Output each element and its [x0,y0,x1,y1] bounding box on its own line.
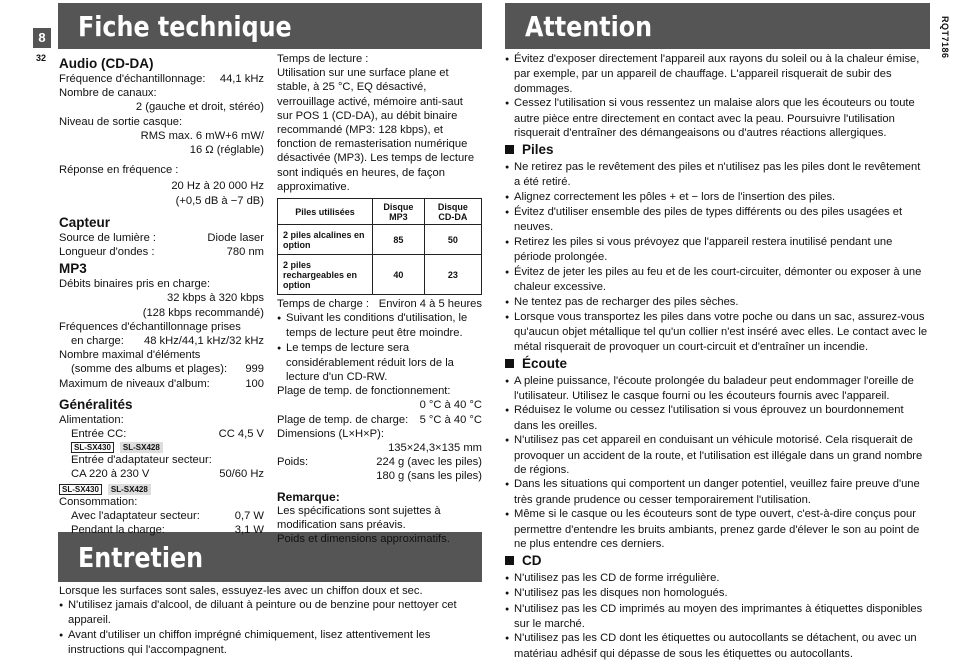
model-tag-sx428-2: SL-SX428 [108,484,151,495]
chg-temp-label: Plage de temp. de charge: [277,413,409,426]
response-label: Réponse en fréquence : [59,164,179,177]
play-time-text [277,52,482,194]
cd-bullet: ● N'utilisez pas les disques non homologués. [505,586,929,601]
cons-ac-value: 0,7 W [234,509,264,522]
bitrate-value: 32 kbps à 320 kbps [166,292,264,305]
maxel-label-2: (somme des albums et plages): [71,363,228,376]
entretien-title: Entretien [78,540,204,574]
sample-row [59,334,264,348]
weight-value-2: 180 g (sans les piles) [376,470,482,483]
ecoute-bullet: ● Dans les situations qui comportent un danger potentiel, veuillez faire preuve d'une très grande prudence ou cesser temporairement l'utilisation. [505,477,929,507]
charge-row [277,297,482,311]
play-time-line: recommandé (MP3: 128 kbps), et [277,124,444,137]
play-time-line: Temps de lecture : [277,53,369,65]
channels-label: Nombre de canaux: [59,87,157,100]
table-cell: 23 [424,255,481,295]
audio-heading: Audio (CD-DA) [59,56,154,71]
battery-table [277,198,482,295]
cd-heading [505,554,929,568]
dim-value: 135×24,3×135 mm [388,442,482,455]
maxlev-value: 100 [245,377,264,390]
capteur-heading: Capteur [59,214,111,230]
entretien-intro: Lorsque les surfaces sont sales, essuyez-les avec un chiffon doux et sec. [59,585,423,597]
remark-heading: Remarque: [277,489,340,504]
cons-chg-value: 3,1 W [234,524,264,537]
model-tag-sx430-2: SL-SX430 [59,484,102,495]
table-cell: 50 [424,225,481,255]
weight-label: Poids: [277,456,309,469]
ecoute-heading [505,357,929,371]
play-time-line: Utilisation sur une surface plane et [277,67,449,80]
op-temp-value: 0 °C à 40 °C [419,399,482,412]
model-tag-sx428: SL-SX428 [120,442,163,453]
piles-bullet: ● Ne retirez pas le revêtement des piles et n'utilisez pas les piles dont le revêtement a été retiré. [505,160,929,190]
maxel-value: 999 [245,363,264,376]
response-value-2: (+0,5 dB à −7 dB) [175,194,264,207]
cd-bullet: ● N'utilisez pas les CD dont les étiquettes ou autocollants se détachent, ou avec un matériau adhésif qui dépasse de sous les étiquettes ou autocollants. [505,631,929,661]
op-temp-label: Plage de temp. de fonctionnement: [277,385,451,398]
cd-bullet: ● N'utilisez pas les CD imprimés au moyen des imprimantes à étiquettes disponibles sur le marché. [505,602,929,632]
sample-value: 48 kHz/44,1 kHz/32 kHz [143,335,264,348]
remark-line: modification sans préavis. [277,519,406,532]
table-header-cell: Piles utilisées [278,199,373,225]
sample-label: Fréquences d'échantillonnage prises [59,320,241,333]
piles-bullet: ● Alignez correctement les pôles + et − lors de l'insertion des piles. [505,190,929,205]
model-tags-2 [59,483,264,495]
fiche-technique-banner [58,3,482,49]
sample-label-2: en charge: [71,335,124,348]
wave-row [59,245,264,259]
square-bullet-icon [505,556,514,565]
light-label: Source de lumière : [59,231,157,244]
entretien-bullet: ● N'utilisez jamais d'alcool, de diluant à peinture ou de benzine pour nettoyer cet appareil. [59,598,479,627]
table-row [278,225,482,255]
play-time-line: stable, à 25 °C, EQ désactivé, [277,81,427,94]
general-heading: Généralités [59,396,133,412]
square-bullet-icon [505,359,514,368]
piles-heading [505,143,929,157]
table-cell: 85 [373,225,425,255]
cd-heading-label: CD [522,553,542,569]
entretien-text [59,584,479,657]
piles-bullet: ● Lorsque vous transportez les piles dans votre poche ou dans un sac, assurez-vous qu'aucun objet métallique tel qu'un collier n'est inséré avec elles. Le contact avec le métal risquerait de provoquer un court-circuit et d'entraîner un incendie. [505,310,929,354]
entretien-bullet: ● Avant d'utiliser un chiffon imprégné chimiquement, lisez attentivement les instructions qui l'accompagnent. [59,628,479,657]
maxlev-label: Maximum de niveaux d'album: [59,377,210,390]
play-time-line: verrouillage activé, mémoire anti-saut [277,95,463,108]
play-time-line: fonction de remasterisation numérique [277,138,468,151]
piles-bullet: ● Évitez d'utiliser ensemble des piles de types différents ou des piles usagées et neuves. [505,205,929,235]
dim-label: Dimensions (L×H×P): [277,427,384,440]
weight-value: 224 g (avec les piles) [376,456,482,469]
cd-bullet: ● N'utilisez pas les CD de forme irrégulière. [505,571,929,586]
table-header-cell: Disque CD-DA [424,199,481,225]
piles-heading-label: Piles [522,142,554,158]
dc-value: CC 4,5 V [218,428,264,441]
document-code: RQT7186 [940,16,950,59]
adapter-freq: 50/60 Hz [219,468,264,481]
consumption-label: Consommation: [59,495,138,508]
note-bullet: ● Suivant les conditions d'utilisation, le temps de lecture peut être moindre. [277,311,482,340]
table-header-row [278,199,482,225]
maxlev-row [59,377,264,391]
wave-value: 780 nm [226,246,264,259]
attention-bullet: ● Cessez l'utilisation si vous ressentez un malaise alors que les écouteurs ou toute autre pièce entre directement en contact avec la peau. Poursuivre l'utilisation risquerait d'entraîner des démangeaisons ou d'autres réactions allergiques. [505,96,929,140]
freq-row [59,72,264,86]
cons-chg-label: Pendant la charge: [71,524,165,537]
freq-value: 44,1 kHz [219,73,264,85]
dc-label: Entrée CC: [71,428,127,441]
adapter-row [59,467,264,481]
adapter-label: Entrée d'adaptateur secteur: [71,454,212,467]
mp3-heading: MP3 [59,261,87,277]
remark-line: Les spécifications sont sujettes à [277,504,441,517]
note-bullet: ● Le temps de lecture sera considérablement réduit lors de la lecture d'un CD-RW. [277,341,482,385]
channels-value: 2 (gauche et droit, stéréo) [135,101,264,114]
charge-label: Temps de charge : [277,298,370,311]
level-value-2: 16 Ω (réglable) [189,144,264,157]
ecoute-heading-label: Écoute [522,356,568,372]
bitrate-value-2: (128 kbps recommandé) [142,306,264,319]
table-cell: 2 piles rechargeables en option [278,255,373,295]
cons-ac-row [59,509,264,523]
response-value: 20 Hz à 20 000 Hz [171,180,264,193]
spec-column-2 [277,52,482,546]
wave-label: Longueur d'ondes : [59,246,155,259]
level-value: RMS max. 6 mW+6 mW/ [140,129,264,142]
play-time-line: sont indiqués en heures, de façon [277,166,445,179]
fiche-technique-title: Fiche technique [78,9,292,43]
chg-temp-value: 5 °C à 40 °C [419,413,482,426]
adapter-value: CA 220 à 230 V [71,468,150,481]
cons-ac-label: Avec l'adaptateur secteur: [71,509,200,522]
play-time-line: désactivée (MP3). Les temps de lecture [277,152,475,165]
maxel-label: Nombre maximal d'éléments [59,349,201,362]
light-row [59,231,264,245]
light-value: Diode laser [207,231,264,244]
attention-column [505,52,929,661]
charge-value: Environ 4 à 5 heures [378,298,482,311]
piles-bullet: ● Évitez de jeter les piles au feu et de les court-circuiter, démonter ou exposer à une chaleur excessive. [505,265,929,295]
piles-bullet: ● Retirez les piles si vous prévoyez que l'appareil restera inutilisé pendant une période prolongée. [505,235,929,265]
ecoute-bullet: ● Réduisez le volume ou cessez l'utilisation si vous éprouvez un bourdonnement dans les oreilles. [505,403,929,433]
ecoute-bullet: ● A pleine puissance, l'écoute prolongée du baladeur peut endommager l'oreille de l'utilisateur. Utilisez le casque fourni ou les écouteurs fournis avec l'appareil. [505,374,929,404]
model-tag-sx430: SL-SX430 [71,442,114,453]
play-time-line: sur POS 1 (CD-DA), au débit binaire [277,109,458,122]
piles-bullet: ● Ne tentez pas de recharger des piles sèches. [505,295,929,310]
attention-bullet: ● Évitez d'exposer directement l'appareil aux rayons du soleil ou à la chaleur émise, par exemple, par un appareil de chauffage. L'appareil risquerait de subir des dommages. [505,52,929,96]
level-label: Niveau de sortie casque: [59,115,183,128]
spec-column-1 [59,54,264,537]
table-header-cell: Disque MP3 [373,199,425,225]
page-sub-number: 32 [36,53,47,63]
attention-title: Attention [525,9,653,43]
chg-temp-row [277,413,482,427]
freq-label: Fréquence d'échantillonnage: [59,73,206,85]
dc-row [59,427,264,441]
model-tags-1 [59,441,264,453]
attention-banner [505,3,930,49]
table-row [278,255,482,295]
cons-chg-row [59,523,264,537]
page-number: 8 [33,28,51,48]
play-time-line: approximative. [277,180,350,193]
ecoute-bullet: ● Même si le casque ou les écouteurs sont de type ouvert, c'est-à-dire conçus pour permettre d'entendre les bruits ambiants, prenez garde d'élever le son au point de ne plus entendre ces derniers. [505,507,929,551]
table-cell: 40 [373,255,425,295]
maxel-row [59,362,264,376]
power-label: Alimentation: [59,413,124,426]
bitrate-label: Débits binaires pris en charge: [59,278,211,291]
ecoute-bullet: ● N'utilisez pas cet appareil en conduisant un véhicule motorisé. Cela risquerait de provoquer un accident de la route, et l'utilisation est illégale dans un grand nombre de régions. [505,433,929,477]
weight-row [277,455,482,469]
table-cell: 2 piles alcalines en option [278,225,373,255]
remark-line: Poids et dimensions approximatifs. [277,533,450,546]
square-bullet-icon [505,145,514,154]
